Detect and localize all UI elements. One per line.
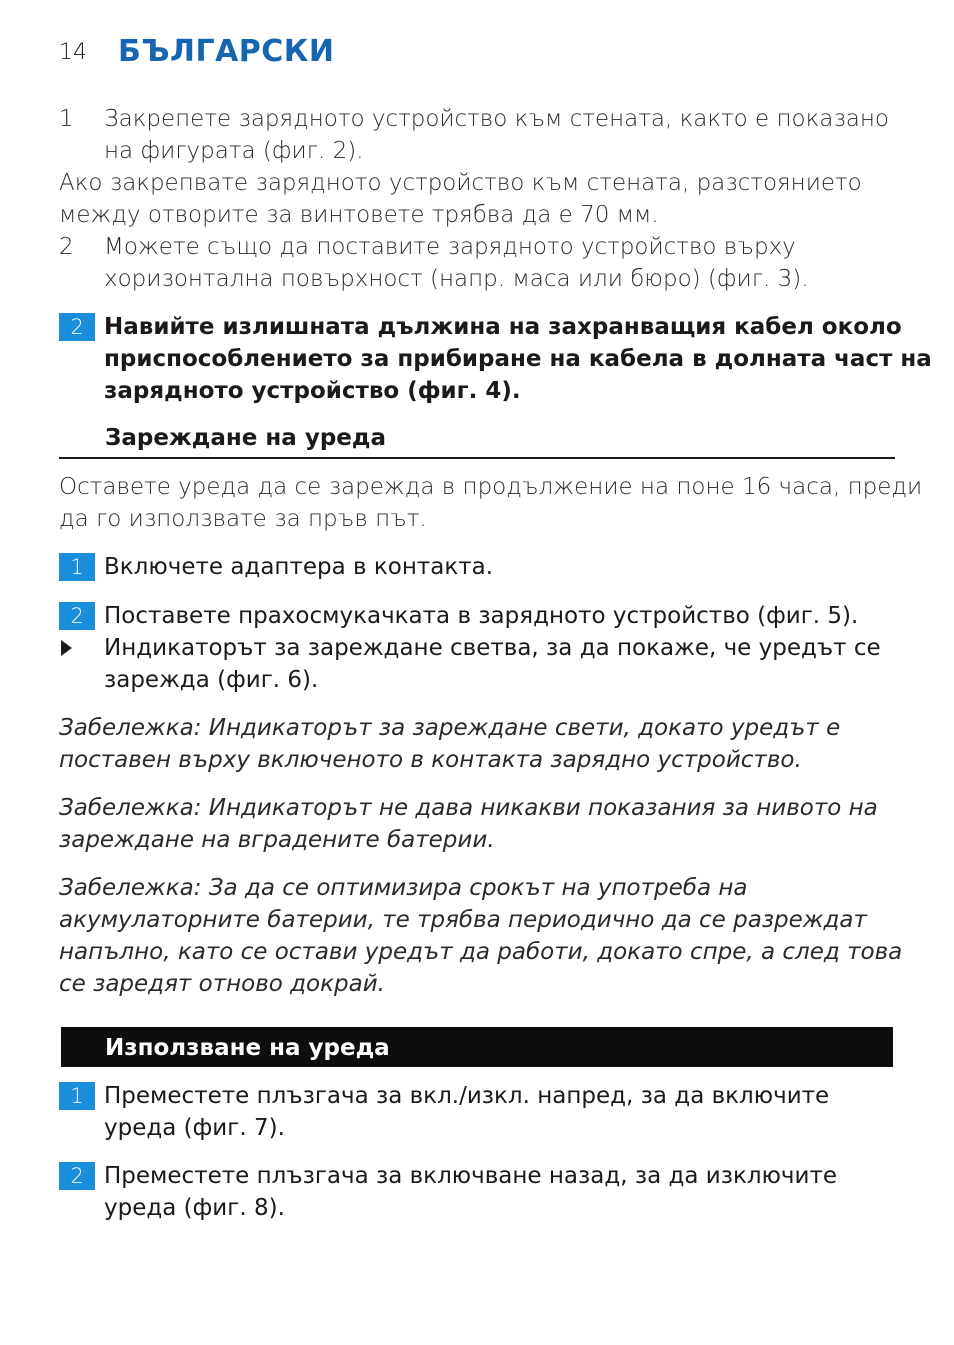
note-2-line-1: Забележка: Индикаторът не дава никакви показания за нивото на [59,795,878,821]
intro-step-1-line-2: на фигурата (фиг. 2). [104,138,364,164]
usage-step-1-line-2: уреда (фиг. 7). [104,1115,285,1141]
section-title-usage: Използване на уреда [105,1035,390,1061]
charging-step-2: Поставете прахосмукачката в зарядното устройство (фиг. 5). [104,603,859,629]
intro-step-1-line-1: Закрепете зарядното устройство към стената, както е показано [104,106,889,132]
note-2-line-2: зареждане на вградените батерии. [59,827,495,853]
intro-step-2-line-1: Можете също да поставите зарядното устройство върху [104,234,796,260]
charging-result-line-1: Индикаторът за зареждане светва, за да покаже, че уредът се [104,635,881,661]
note-1-line-2: поставен върху включеното в контакта зарядно устройство. [59,747,802,773]
intro-paragraph-line-1: Ако закрепвате зарядното устройство към стената, разстоянието [59,170,862,196]
cable-step-line-2: приспособлението за прибиране на кабела в долната част на [104,346,932,372]
step-badge: 2 [59,1162,95,1190]
charging-step-1: Включете адаптера в контакта. [104,554,494,580]
step-badge: 1 [59,1082,95,1110]
section-divider [59,457,895,459]
step-badge: 2 [59,602,95,630]
note-3-line-4: се заредят отново докрай. [59,971,385,997]
note-1-line-1: Забележка: Индикаторът за зареждане свети, докато уредът е [59,715,841,741]
step-number: 1 [59,106,74,132]
usage-step-2-line-1: Преместете плъзгача за включване назад, за да изключите [104,1163,838,1189]
charging-intro-line-1: Оставете уреда да се зарежда в продължение на поне 16 часа, преди [59,474,923,500]
intro-paragraph-line-2: между отворите за винтовете трябва да е 70 мм. [59,202,659,228]
intro-step-2-line-2: хоризонтална повърхност (напр. маса или бюро) (фиг. 3). [104,266,809,292]
step-number: 2 [59,234,74,260]
step-badge: 1 [59,553,95,581]
charging-intro-line-2: да го използвате за пръв път. [59,506,427,532]
result-arrow-icon [61,640,72,656]
language-title: БЪЛГАРСКИ [118,34,335,69]
section-title-charging: Зареждане на уреда [105,425,386,451]
cable-step-line-1: Навийте излишната дължина на захранващия кабел около [104,314,902,340]
note-3-line-1: Забележка: За да се оптимизира срокът на употреба на [59,875,748,901]
usage-step-2-line-2: уреда (фиг. 8). [104,1195,285,1221]
usage-step-1-line-1: Преместете плъзгача за вкл./изкл. напред, за да включите [104,1083,830,1109]
charging-result-line-2: зарежда (фиг. 6). [104,667,319,693]
step-badge: 2 [59,313,95,341]
note-3-line-2: акумулаторните батерии, те трябва периодично да се разреждат [59,907,867,933]
cable-step-line-3: зарядното устройство (фиг. 4). [104,378,521,404]
note-3-line-3: напълно, като се остави уредът да работи, докато спре, а след това [59,939,903,965]
page-number: 14 [59,40,87,65]
